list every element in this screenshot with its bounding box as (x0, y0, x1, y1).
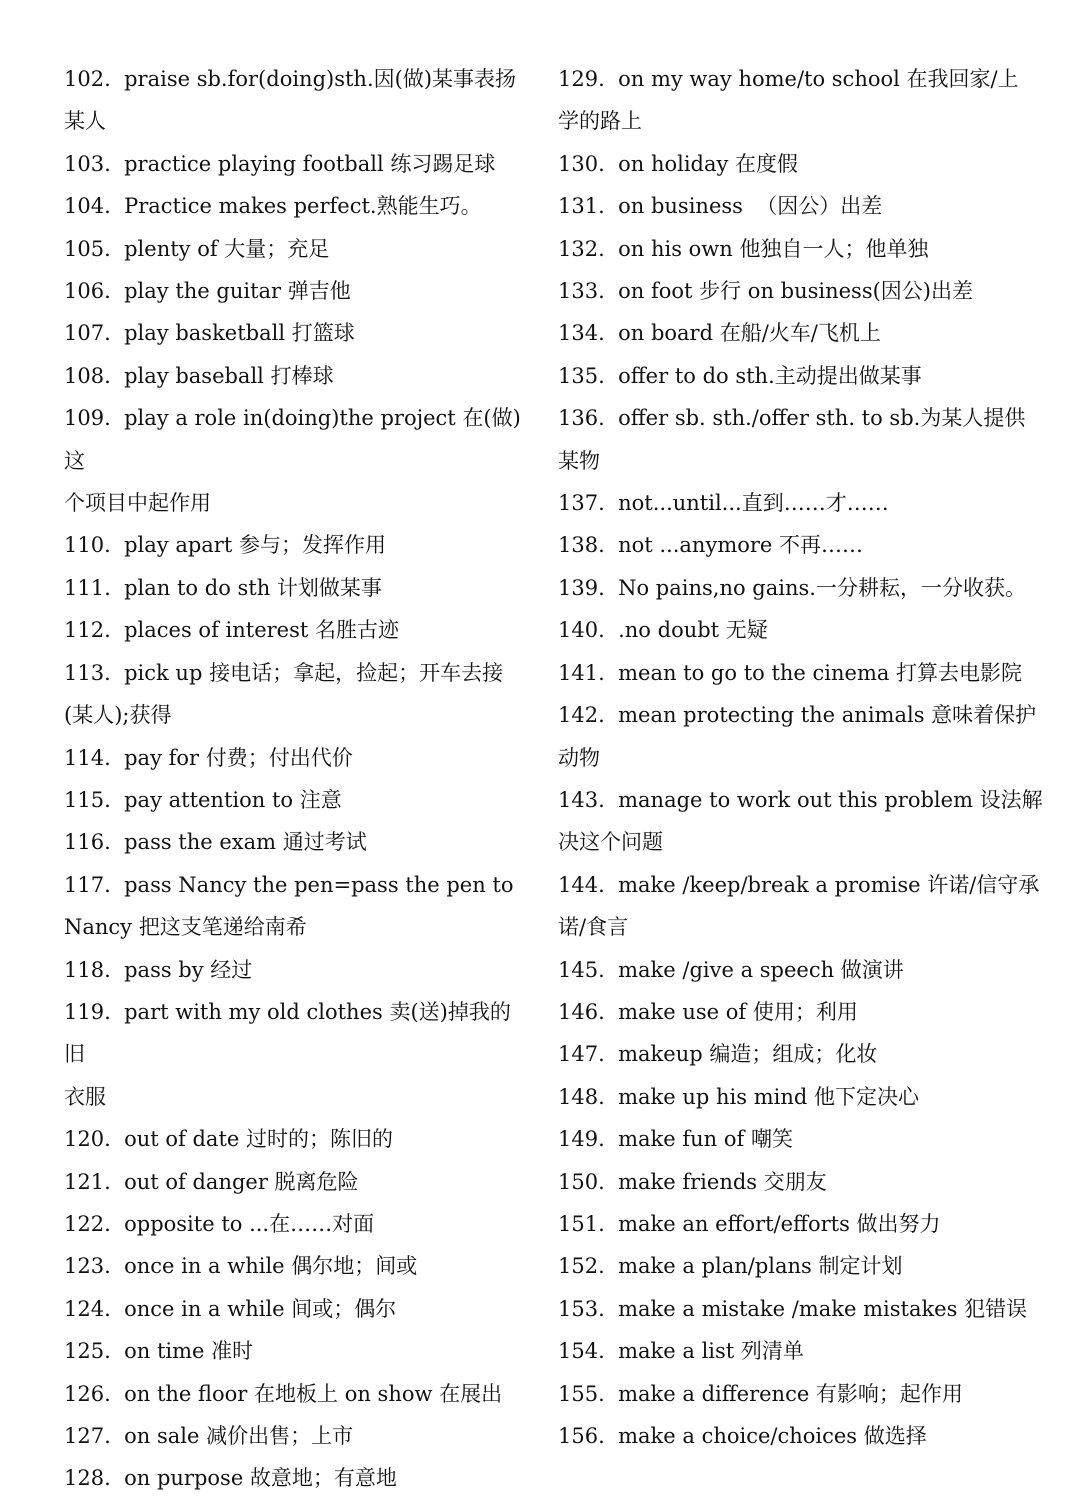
phrase-line: 114. pay for 付费；付出代价 (64, 745, 353, 770)
phrase-line: 155. make a difference 有影响；起作用 (558, 1381, 963, 1406)
phrase-line: 140. .no doubt 无疑 (558, 618, 768, 643)
phrase-line: 148. make up his mind 他下定决心 (558, 1084, 919, 1109)
phrase-line: 139. No pains,no gains.一分耕耘，一分收获。 (558, 575, 1026, 600)
phrase-line: 147. makeup 编造；组成；化妆 (558, 1042, 878, 1067)
phrase-line: 122. opposite to ...在……对面 (64, 1211, 375, 1236)
phrase-line: 105. plenty of 大量；充足 (64, 236, 330, 261)
phrase-line: 142. mean protecting the animals 意味着保护 (558, 703, 1037, 728)
phrase-line: 153. make a mistake /make mistakes 犯错误 (558, 1296, 1028, 1321)
phrase-line: 112. places of interest 名胜古迹 (64, 618, 399, 643)
phrase-line: 107. play basketball 打篮球 (64, 321, 355, 346)
phrase-line: 某人 (64, 109, 106, 134)
phrase-line: 116. pass the exam 通过考试 (64, 830, 367, 855)
phrase-line: 127. on sale 减价出售；上市 (64, 1424, 354, 1448)
phrase-line: 151. make an effort/efforts 做出努力 (558, 1211, 941, 1236)
phrase-line: 145. make /give a speech 做演讲 (558, 957, 904, 982)
phrase-line: 109. play a role in(doing)the project 在(做)这 (64, 406, 521, 473)
phrase-line: 118. pass by 经过 (64, 957, 253, 982)
phrase-line: 146. make use of 使用；利用 (558, 999, 858, 1024)
phrase-line: 学的路上 (558, 109, 642, 134)
phrase-line: 个项目中起作用 (64, 491, 211, 516)
phrase-line: 108. play baseball 打棒球 (64, 363, 334, 388)
phrase-line: 137. not...until...直到……才…… (558, 491, 889, 516)
phrase-line: 126. on the floor 在地板上 on show 在展出 (64, 1381, 503, 1406)
phrase-line: 125. on time 准时 (64, 1339, 254, 1364)
phrase-line: 130. on holiday 在度假 (558, 151, 799, 176)
phrase-line: 144. make /keep/break a promise 许诺/信守承 (558, 872, 1040, 897)
phrase-line: 106. play the guitar 弹吉他 (64, 279, 351, 304)
phrase-line: 154. make a list 列清单 (558, 1339, 804, 1364)
phrase-line: 132. on his own 他独自一人；他单独 (558, 236, 929, 261)
phrase-line: 120. out of date 过时的；陈旧的 (64, 1127, 393, 1152)
phrase-line: 135. offer to do sth.主动提出做某事 (558, 363, 922, 388)
phrase-line: 119. part with my old clothes 卖(送)掉我的旧 (64, 999, 511, 1067)
phrase-line: Nancy 把这支笔递给南希 (64, 915, 307, 940)
phrase-line: 动物 (558, 745, 600, 770)
phrase-line: 150. make friends 交朋友 (558, 1169, 827, 1194)
phrase-line: 128. on purpose 故意地；有意地 (64, 1466, 397, 1491)
phrase-line: 136. offer sb. sth./offer sth. to sb.为某人提供 (558, 406, 1026, 431)
phrase-line: 129. on my way home/to school 在我回家/上 (558, 67, 1019, 91)
phrase-line: 131. on business （因公）出差 (558, 194, 883, 219)
phrase-line: 141. mean to go to the cinema 打算去电影院 (558, 660, 1023, 685)
phrase-line: 156. make a choice/choices 做选择 (558, 1424, 927, 1448)
phrase-line: 124. once in a while 间或；偶尔 (64, 1296, 397, 1321)
phrase-line: 决这个问题 (558, 830, 663, 855)
phrase-line: 115. pay attention to 注意 (64, 787, 342, 812)
phrase-line: 143. manage to work out this problem 设法解 (558, 787, 1043, 812)
phrase-line: 110. play apart 参与；发挥作用 (64, 533, 386, 558)
phrase-line: 103. practice playing football 练习踢足球 (64, 151, 496, 176)
phrase-line: 113. pick up 接电话；拿起，捡起；开车去接 (64, 660, 504, 685)
phrase-line: 111. plan to do sth 计划做某事 (64, 575, 382, 600)
left-column (64, 58, 524, 1500)
phrase-line: 121. out of danger 脱离危险 (64, 1169, 359, 1194)
phrase-line: 某物 (558, 448, 600, 473)
phrase-line: 104. Practice makes perfect.熟能生巧。 (64, 194, 482, 219)
phrase-line: 102. praise sb.for(doing)sth.因(做)某事表扬 (64, 67, 517, 91)
phrase-line: 133. on foot 步行 on business(因公)出差 (558, 279, 973, 304)
phrase-line: 138. not ...anymore 不再…… (558, 533, 864, 558)
phrase-line: 117. pass Nancy the pen=pass the pen to (64, 872, 514, 897)
phrase-line: 149. make fun of 嘲笑 (558, 1127, 793, 1152)
right-column (558, 58, 1058, 1457)
phrase-line: 152. make a plan/plans 制定计划 (558, 1254, 903, 1279)
phrase-line: 衣服 (64, 1084, 106, 1109)
phrase-line: 诺/食言 (558, 915, 629, 940)
phrase-line: 134. on board 在船/火车/飞机上 (558, 321, 881, 346)
phrase-line: (某人);获得 (64, 703, 172, 728)
phrase-line: 123. once in a while 偶尔地；间或 (64, 1254, 418, 1279)
